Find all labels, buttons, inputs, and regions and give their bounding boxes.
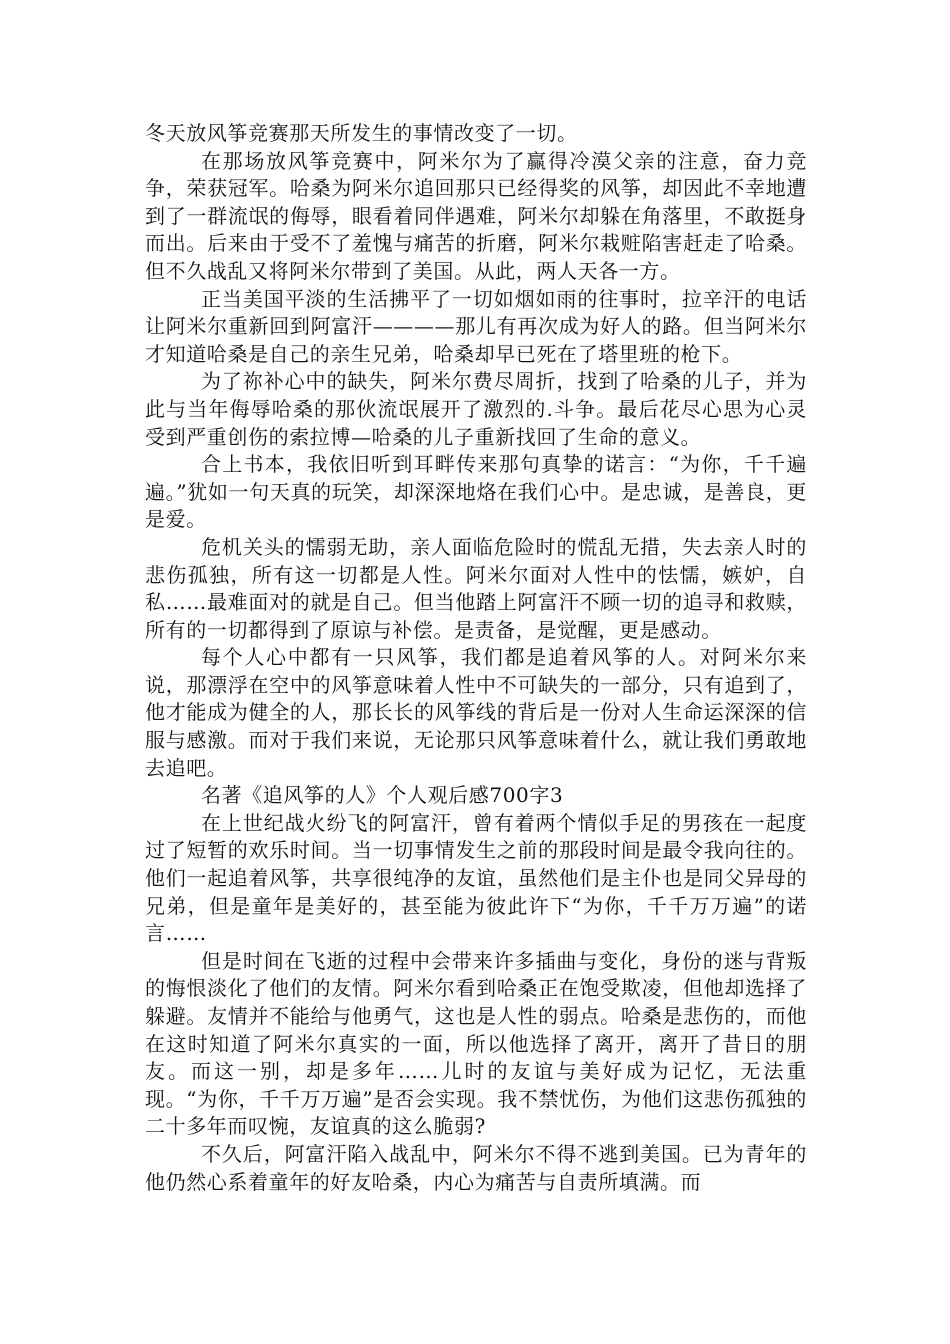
paragraph-8: 在上世纪战火纷飞的阿富汗，曾有着两个情似手足的男孩在一起度过了短暂的欢乐时间。当一切事情发生之前的那段时间是最令我向往的。他们一起追着风筝，共享很纯净的友谊，虽然他们是主仆也是同父异母的兄弟，但是童年是美好的，甚至能为彼此许下“为你，千千万万遍”的诺言…… — [145, 810, 807, 946]
paragraph-4: 为了祢补心中的缺失，阿米尔费尽周折，找到了哈桑的儿子，并为此与当年侮辱哈桑的那伙流氓展开了激烈的.斗争。最后花尽心思为心灵受到严重创伤的索拉博—哈桑的儿子重新找回了生命的意义。 — [145, 369, 807, 449]
paragraph-6: 危机关头的懦弱无助，亲人面临危险时的慌乱无措，失去亲人时的悲伤孤独，所有这一切都是人性。阿米尔面对人性中的怯懦，嫉妒，自私……最难面对的就是自己。但当他踏上阿富汗不顾一切的追寻和救赎，所有的一切都得到了原谅与补偿。是责备，是觉醒，更是感动。 — [145, 534, 807, 642]
paragraph-7: 每个人心中都有一只风筝，我们都是追着风筝的人。对阿米尔来说，那漂浮在空中的风筝意味着人性中不可缺失的一部分，只有追到了，他才能成为健全的人，那长长的风筝线的背后是一份对人生命运深深的信服与感激。而对于我们来说，无论那只风筝意味着什么，就让我们勇敢地去追吧。 — [145, 645, 807, 780]
document-body — [145, 120, 807, 1196]
paragraph-9: 但是时间在飞逝的过程中会带来许多插曲与变化，身份的迷与背叛的悔恨淡化了他们的友情。阿米尔看到哈桑正在饱受欺凌，但他却选择了躲避。友情并不能给与他勇气，这也是人性的弱点。哈桑是悲伤的，而他在这时知道了阿米尔真实的一面，所以他选择了离开，离开了昔日的朋友。而这一别，却是多年……儿时的友谊与美好成为记忆，无法重现。“为你，千千万万遍”是否会实现。我不禁忧伤，为他们这悲伤孤独的二十多年而叹惋，友谊真的这么脆弱? — [145, 948, 807, 1139]
paragraph-10: 不久后，阿富汗陷入战乱中，阿米尔不得不逃到美国。已为青年的他仍然心系着童年的好友哈桑，内心为痛苦与自责所填满。而 — [145, 1141, 807, 1194]
paragraph-2: 在那场放风筝竞赛中，阿米尔为了赢得冷漠父亲的注意，奋力竞争，荣获冠军。哈桑为阿米尔追回那只已经得奖的风筝，却因此不幸地遭到了一群流氓的侮辱，眼看着同伴遇难，阿米尔却躲在角落里，不敢挺身而出。后来由于受不了羞愧与痛苦的折磨，阿米尔栽赃陷害赶走了哈桑。但不久战乱又将阿米尔带到了美国。从此，两人天各一方。 — [145, 148, 807, 283]
paragraph-3: 正当美国平淡的生活拂平了一切如烟如雨的往事时，拉辛汗的电话让阿米尔重新回到阿富汗————那儿有再次成为好人的路。但当阿米尔才知道哈桑是自己的亲生兄弟，哈桑却早已死在了塔里班的枪下。 — [145, 286, 807, 366]
paragraph-5: 合上书本，我依旧听到耳畔传来那句真挚的诺言：“为你，千千遍遍。”犹如一句天真的玩笑，却深深地烙在我们心中。是忠诚，是善良，更是爱。 — [145, 452, 807, 532]
section-heading: 名著《追风筝的人》个人观后感700字3 — [201, 783, 564, 808]
paragraph-1: 冬天放风筝竞赛那天所发生的事情改变了一切。 — [145, 121, 578, 145]
